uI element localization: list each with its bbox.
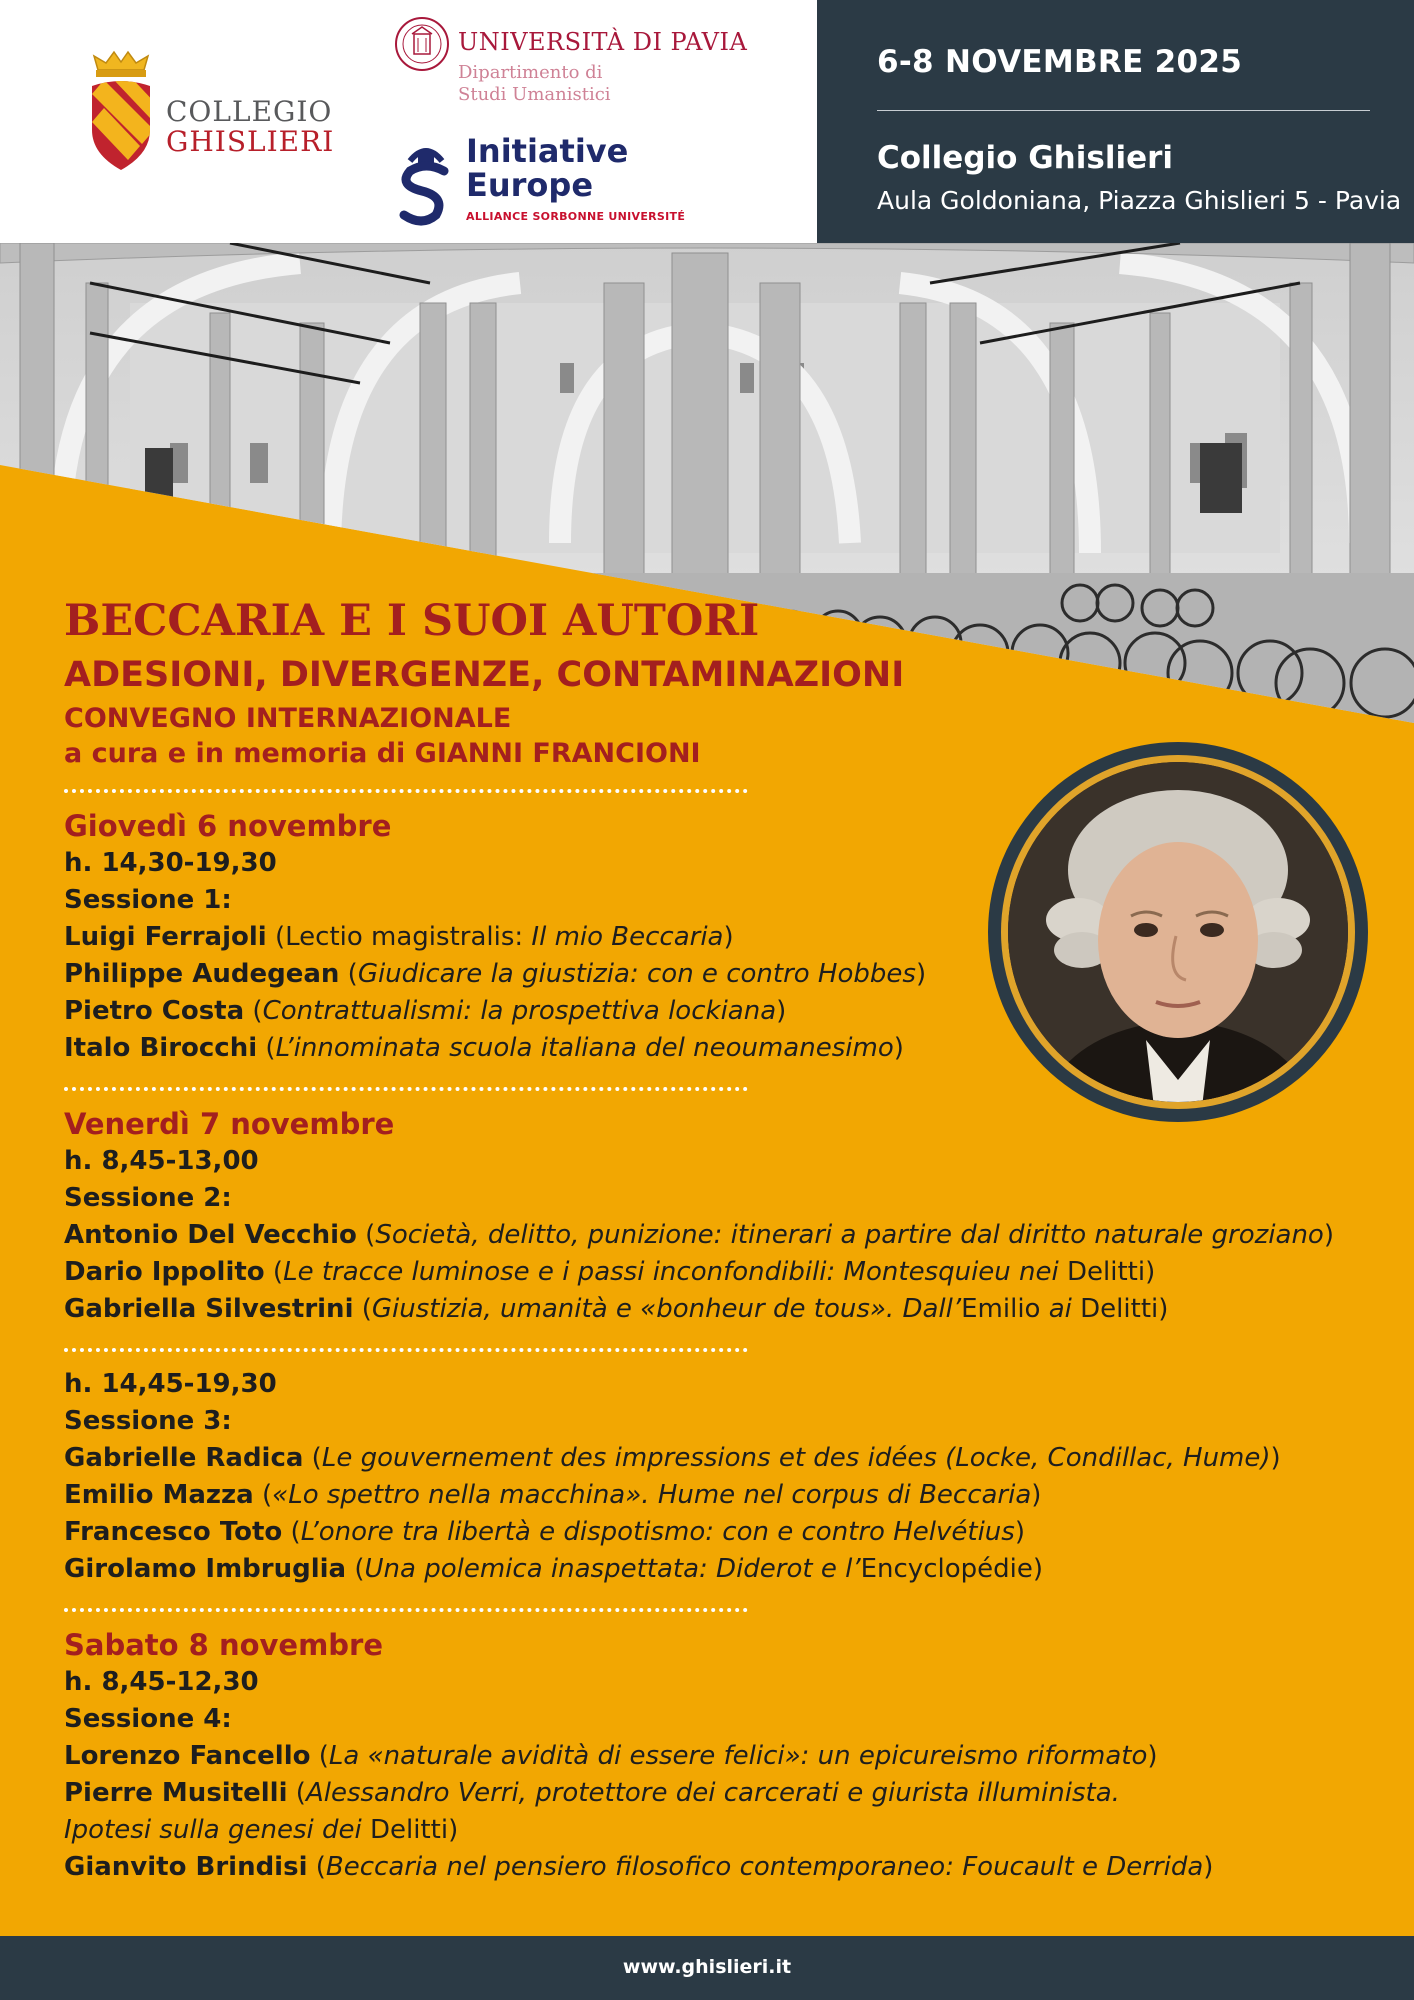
unipv-seal-icon <box>394 16 450 72</box>
speaker-name: Pierre Musitelli <box>64 1778 288 1808</box>
day-heading: Venerdì 7 novembre <box>64 1107 395 1141</box>
unipv-wordmark <box>458 28 747 106</box>
title-main: BECCARIA E I SUOI AUTORI <box>64 596 760 646</box>
paren-close: ) <box>1014 1517 1025 1547</box>
header-info <box>817 0 1414 243</box>
paren-open: ( <box>310 1741 329 1771</box>
paren-open: ( <box>253 1480 273 1510</box>
header-logos <box>0 0 817 243</box>
talk-item <box>64 1217 1384 1254</box>
paren-open: ( <box>339 959 358 989</box>
speaker-name: Emilio Mazza <box>64 1480 254 1510</box>
title-kind: CONVEGNO INTERNAZIONALE <box>64 703 512 734</box>
paren-close: ) <box>1203 1852 1214 1882</box>
ghislieri-wordmark <box>166 95 335 158</box>
talk-note: Lectio magistralis: <box>285 922 532 952</box>
talk-title: Società, delitto, punizione: itinerari a partire dal diritto naturale groziano <box>375 1220 1324 1250</box>
talk-title: Le gouvernement des impressions et des idées (Locke, Condillac, Hume) <box>321 1443 1271 1473</box>
speaker-name: Philippe Audegean <box>64 959 340 989</box>
paren-close: ) <box>915 959 927 989</box>
ghislieri-crest-icon <box>84 50 158 172</box>
paren-open: ( <box>287 1778 306 1808</box>
session-time: h. 8,45-13,00 <box>64 1146 259 1176</box>
session-label: Sessione 2: <box>64 1183 232 1213</box>
dotted-divider <box>64 1608 748 1612</box>
paren-open: ( <box>303 1443 322 1473</box>
paren-open: ( <box>356 1220 376 1250</box>
talk-title: Una polemica inaspettata: Diderot e l’ <box>364 1554 861 1584</box>
day-heading: Giovedì 6 novembre <box>64 809 392 843</box>
talk-item <box>64 1551 1384 1588</box>
session-time: h. 8,45-12,30 <box>64 1667 259 1697</box>
talk-title: La «naturale avidità di essere felici»: un epicureismo riformato <box>328 1741 1148 1771</box>
event-venue: Collegio Ghislieri <box>877 140 1174 176</box>
talk-title: Alessandro Verri, protettore dei carcerati e giurista illuminista. <box>305 1778 1120 1808</box>
speaker-name: Pietro Costa <box>64 996 245 1026</box>
talk-title: Beccaria nel pensiero filosofico contemporaneo: Foucault e Derrida <box>325 1852 1204 1882</box>
paren-close: ) <box>1032 1554 1044 1584</box>
talk-title: «Lo spettro nella macchina». Hume nel corpus di Beccaria <box>272 1480 1032 1510</box>
work-title: Delitti <box>1080 1294 1159 1324</box>
paren-close: ) <box>776 996 787 1026</box>
speaker-name: Luigi Ferrajoli <box>64 922 267 952</box>
paren-open: ( <box>266 922 286 952</box>
footer-url-link[interactable]: www.ghislieri.it <box>622 1956 792 1978</box>
unipv-dept-line1: Dipartimento di <box>458 62 603 83</box>
talk-title: Giudicare la giustizia: con e contro Hobbes <box>357 959 916 989</box>
talk-item <box>64 1440 1384 1477</box>
paren-close: ) <box>448 1815 459 1845</box>
paren-close: ) <box>1031 1480 1042 1510</box>
paren-open: ( <box>307 1852 326 1882</box>
talk-title: L’innominata scuola italiana del neoumanesimo <box>275 1033 894 1063</box>
session-label: Sessione 4: <box>64 1704 232 1734</box>
talk-item <box>64 1849 1384 1886</box>
talk-title-line2: Ipotesi sulla genesi dei <box>64 1815 370 1845</box>
talk-title: Le tracce luminose e i passi inconfondibili: Montesquieu nei <box>283 1257 1068 1287</box>
talk-title: L’onore tra libertà e dispotismo: con e contro Helvétius <box>300 1517 1015 1547</box>
talk-item <box>64 1291 1384 1328</box>
paren-close: ) <box>723 922 734 952</box>
speaker-name: Antonio Del Vecchio <box>64 1220 357 1250</box>
work-title: Delitti <box>369 1815 449 1845</box>
title-curator: a cura e in memoria di GIANNI FRANCIONI <box>64 738 701 769</box>
paren-open: ( <box>353 1294 372 1324</box>
initiative-europe-wordmark <box>466 134 685 223</box>
event-address: Aula Goldoniana, Piazza Ghislieri 5 - Pavia <box>877 186 1402 215</box>
talk-item <box>64 1738 1384 1775</box>
header-divider <box>877 110 1370 111</box>
speaker-name: Dario Ippolito <box>64 1257 265 1287</box>
beccaria-portrait <box>986 740 1370 1124</box>
talk-item-continued <box>64 1812 1384 1849</box>
paren-close: ) <box>1323 1220 1334 1250</box>
talk-title: Contrattualismi: la prospettiva lockiana <box>262 996 777 1026</box>
unipv-name: UNIVERSITÀ DI PAVIA <box>458 28 748 56</box>
talk-title: Il mio Beccaria <box>531 922 724 952</box>
work-title: Emilio <box>961 1294 1041 1324</box>
paren-open: ( <box>282 1517 301 1547</box>
paren-close: ) <box>1158 1294 1169 1324</box>
dotted-divider <box>64 789 748 793</box>
work-title: Delitti <box>1067 1257 1146 1287</box>
ghislieri-line1: COLLEGIO <box>166 95 333 128</box>
speaker-name: Gianvito Brindisi <box>64 1852 308 1882</box>
footer-bar <box>0 1936 1414 2000</box>
paren-open: ( <box>264 1257 284 1287</box>
event-date: 6-8 NOVEMBRE 2025 <box>877 44 1243 80</box>
speaker-name: Girolamo Imbruglia <box>64 1554 347 1584</box>
work-title: Encyclopédie <box>860 1554 1033 1584</box>
speaker-name: Gabrielle Radica <box>64 1443 304 1473</box>
session-label: Sessione 3: <box>64 1406 232 1436</box>
session-time: h. 14,45-19,30 <box>64 1369 277 1399</box>
paren-close: ) <box>1145 1257 1156 1287</box>
speaker-name: Italo Birocchi <box>64 1033 258 1063</box>
talk-item <box>64 1775 1384 1812</box>
paren-open: ( <box>257 1033 276 1063</box>
paren-close: ) <box>1270 1443 1281 1473</box>
dotted-divider <box>64 1348 748 1352</box>
unipv-dept-line2: Studi Umanistici <box>458 84 611 105</box>
talk-item <box>64 1514 1384 1551</box>
speaker-name: Francesco Toto <box>64 1517 283 1547</box>
ie-line3: ALLIANCE SORBONNE UNIVERSITÉ <box>466 210 686 223</box>
ie-line1: Initiative <box>466 132 629 170</box>
talk-item <box>64 1254 1384 1291</box>
ie-line2: Europe <box>466 166 594 204</box>
paren-close: ) <box>893 1033 904 1063</box>
paren-close: ) <box>1147 1741 1158 1771</box>
title-subtitle: ADESIONI, DIVERGENZE, CONTAMINAZIONI <box>64 655 905 695</box>
speaker-name: Gabriella Silvestrini <box>64 1294 354 1324</box>
talk-item <box>64 1477 1384 1514</box>
speaker-name: Lorenzo Fancello <box>64 1741 311 1771</box>
talk-title-cont: ai <box>1040 1294 1081 1324</box>
paren-open: ( <box>244 996 263 1026</box>
talk-title: Giustizia, umanità e «bonheur de tous». Dall’ <box>371 1294 962 1324</box>
dotted-divider <box>64 1087 748 1091</box>
initiative-europe-icon <box>396 135 456 227</box>
paren-open: ( <box>346 1554 365 1584</box>
ghislieri-line2: GHISLIERI <box>166 125 335 158</box>
session-time: h. 14,30-19,30 <box>64 848 277 878</box>
session-label: Sessione 1: <box>64 885 232 915</box>
day-heading: Sabato 8 novembre <box>64 1628 384 1662</box>
